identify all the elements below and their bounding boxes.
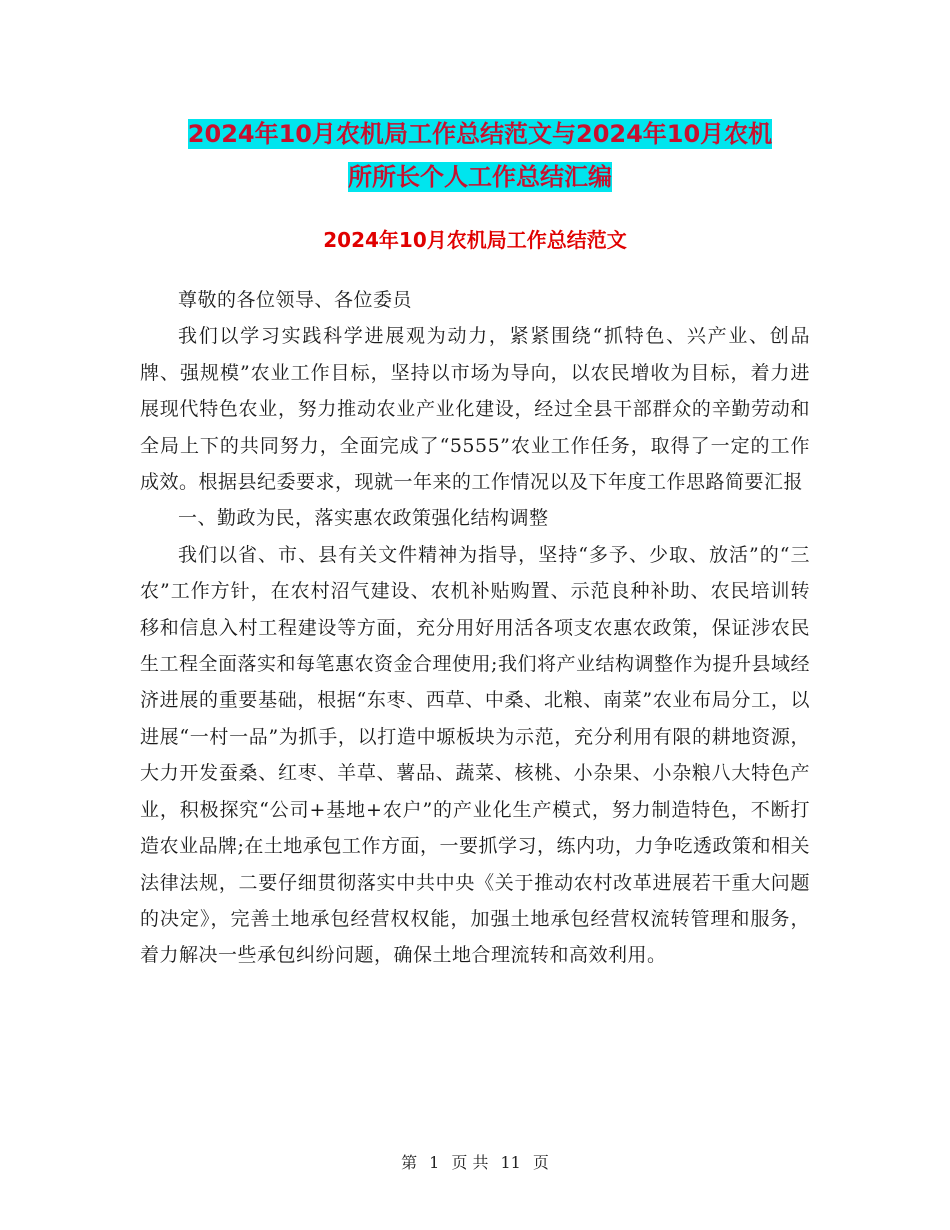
document-title (140, 113, 820, 199)
section-heading-1: 一、勤政为民，落实惠农政策强化结构调整 (178, 507, 549, 530)
document-body (140, 282, 810, 974)
footer-middle: 页 共 (451, 1153, 489, 1172)
salutation-paragraph: 尊敬的各位领导、各位委员 (178, 289, 413, 311)
footer-suffix: 页 (532, 1153, 549, 1172)
footer-current-page: 1 (429, 1153, 440, 1172)
page-footer (0, 1152, 950, 1174)
document-title-line-2: 所所长个人工作总结汇编 (348, 163, 612, 191)
footer-total-pages: 11 (500, 1153, 521, 1172)
body-paragraph: 我们以省、市、县有关文件精神为指导，坚持“多予、少取、放活”的“三农”工作方针，在农村沼气建设、农机补贴购置、示范良种补助、农民培训转移和信息入村工程建设等方面，充分用好用活各项支农惠农政策，保证涉农民生工程全面落实和每笔惠农资金合理使用;我们将产业结构调整作为提升县域经济进展的重要基础，根据“东枣、西草、中桑、北粮、南菜”农业布局分工，以进展“一村一品”为抓手，以打造中塬板块为示范，充分利用有限的耕地资源，大力开发蚕桑、红枣、羊草、薯品、蔬菜、核桃、小杂果、小杂粮八大特色产业，积极探究“公司+基地+农户”的产业化生产模式，努力制造特色，不断打造农业品牌;在土地承包工作方面，一要抓学习，练内功，力争吃透政策和相关法律法规，二要仔细贯彻落实中共中央《关于推动农村改革进展若干重大问题的决定》，完善土地承包经营权权能，加强土地承包经营权流转管理和服务，着力解决一些承包纠纷问题，确保土地合理流转和高效利用。 (140, 543, 810, 967)
document-title-line-1: 2024年10月农机局工作总结范文与2024年10月农机 (187, 120, 773, 148)
footer-prefix: 第 (401, 1153, 418, 1172)
section-title: 2024年10月农机局工作总结范文 (323, 228, 627, 252)
intro-paragraph: 我们以学习实践科学进展观为动力，紧紧围绕“抓特色、兴产业、创品牌、强规模”农业工作目标，坚持以市场为导向，以农民增收为目标，着力进展现代特色农业，努力推动农业产业化建设，经过全县干部群众的辛勤劳动和全局上下的共同努力，全面完成了“5555”农业工作任务，取得了一定的工作成效。根据县纪委要求，现就一年来的工作情况以及下年度工作思路简要汇报 (140, 325, 810, 494)
